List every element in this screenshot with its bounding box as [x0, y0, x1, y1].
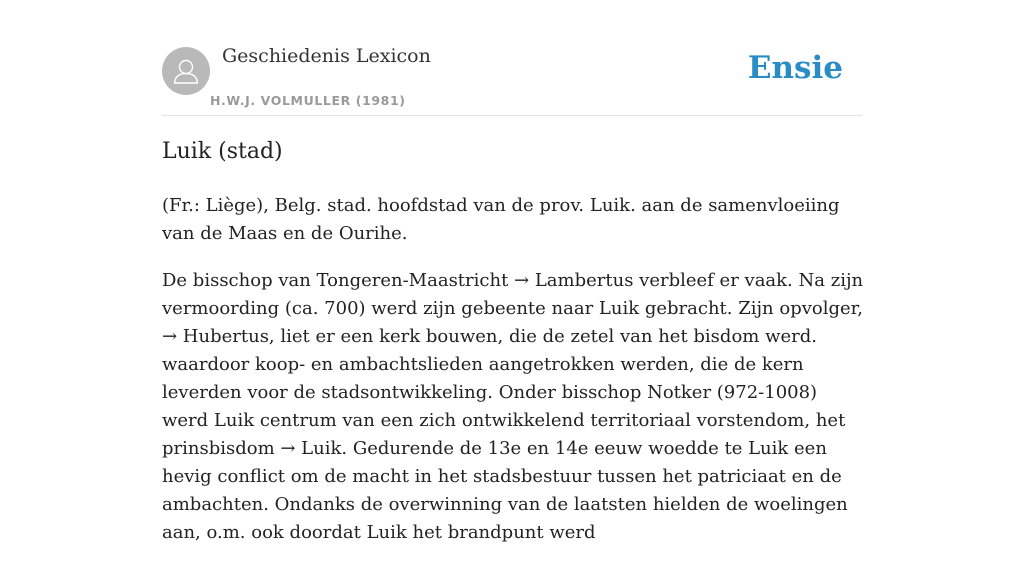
entry-paragraph-2: De bisschop van Tongeren-Maastricht → Lambertus verbleef er vaak. Na zijn vermoording (ca. 700) werd zijn gebeente naar Luik gebracht. Zijn opvolger, → Hubertus, liet er een kerk bouwen, die de zetel van het bisdom werd. waardoor koop- en ambachtslieden aangetrokken werden, die de kern leverden voor de stadsontwikkeling. Onder bisschop Notker (972-1008) werd Luik centrum van een zich ontwikkelend territoriaal vorstendom, het prinsbisdom → Luik. Gedurende de 13e en 14e eeuw woedde te Luik een hevig conflict om de macht in het stadsbestuur tussen het patriciaat en de ambachten. Ondanks de overwinning van de laatsten hielden de woelingen aan, o.m. ook doordat Luik het brandpunt werd — [162, 270, 864, 543]
lexicon-title-link[interactable]: Geschiedenis Lexicon — [222, 45, 431, 67]
entry-title: Luik (stad) — [162, 139, 283, 164]
user-outline-icon — [162, 47, 210, 95]
entry-paragraph-1: (Fr.: Liège), Belg. stad. hoofdstad van de prov. Luik. aan de samenvloeiing van de Maas en de Ourihe. — [162, 195, 840, 244]
brand-logo[interactable]: Ensie — [747, 50, 843, 86]
entry-body — [162, 192, 867, 566]
user-avatar-icon[interactable] — [162, 47, 210, 95]
header — [162, 40, 862, 116]
author-label: H.W.J. VOLMULLER (1981) — [210, 93, 406, 108]
